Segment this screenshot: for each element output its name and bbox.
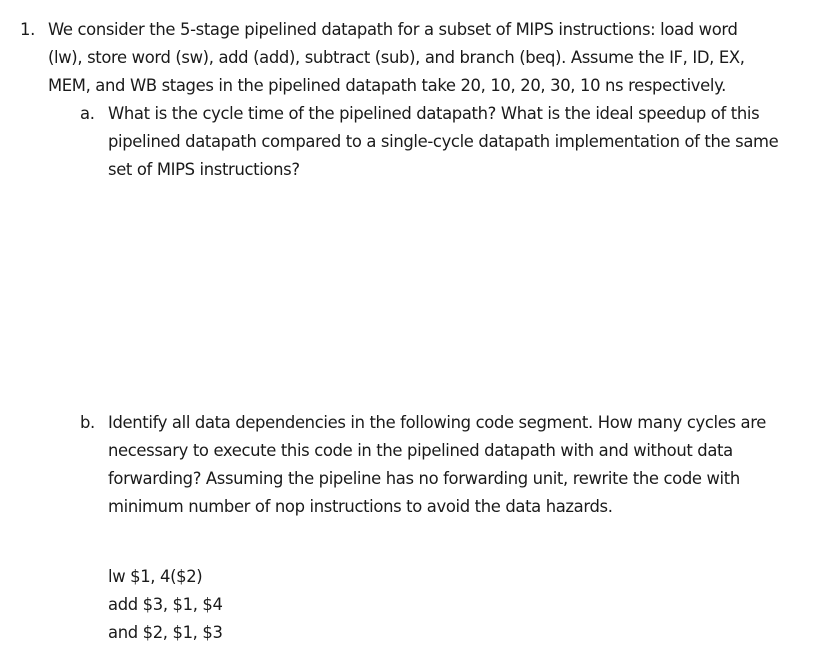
part-b-line: necessary to execute this code in the pipelined datapath with and without data [108, 441, 733, 460]
part-b-line: minimum number of nop instructions to avoid the data hazards. [108, 497, 613, 516]
question-line: (lw), store word (sw), add (add), subtract (sub), and branch (beq). Assume the IF, ID, EX, [48, 48, 745, 67]
part-a-letter: a. [80, 104, 95, 123]
part-a-text [108, 100, 808, 184]
code-segment [108, 563, 223, 647]
code-line-lw: lw $1, 4($2) [108, 567, 203, 586]
code-line-and: and $2, $1, $3 [108, 623, 223, 642]
part-b-line: forwarding? Assuming the pipeline has no forwarding unit, rewrite the code with [108, 469, 740, 488]
part-b-text [108, 409, 808, 521]
question-line: We consider the 5-stage pipelined datapath for a subset of MIPS instructions: load word [48, 20, 738, 39]
question-line: MEM, and WB stages in the pipelined datapath take 20, 10, 20, 30, 10 ns respectively. [48, 76, 726, 95]
part-a-line: What is the cycle time of the pipelined datapath? What is the ideal speedup of this [108, 104, 760, 123]
part-a-line: set of MIPS instructions? [108, 160, 300, 179]
part-b-letter: b. [80, 413, 95, 432]
part-a-line: pipelined datapath compared to a single-cycle datapath implementation of the same [108, 132, 779, 151]
part-b-line: Identify all data dependencies in the following code segment. How many cycles are [108, 413, 766, 432]
question-number: 1. [20, 20, 35, 39]
code-line-add: add $3, $1, $4 [108, 595, 223, 614]
question-text [48, 16, 808, 100]
